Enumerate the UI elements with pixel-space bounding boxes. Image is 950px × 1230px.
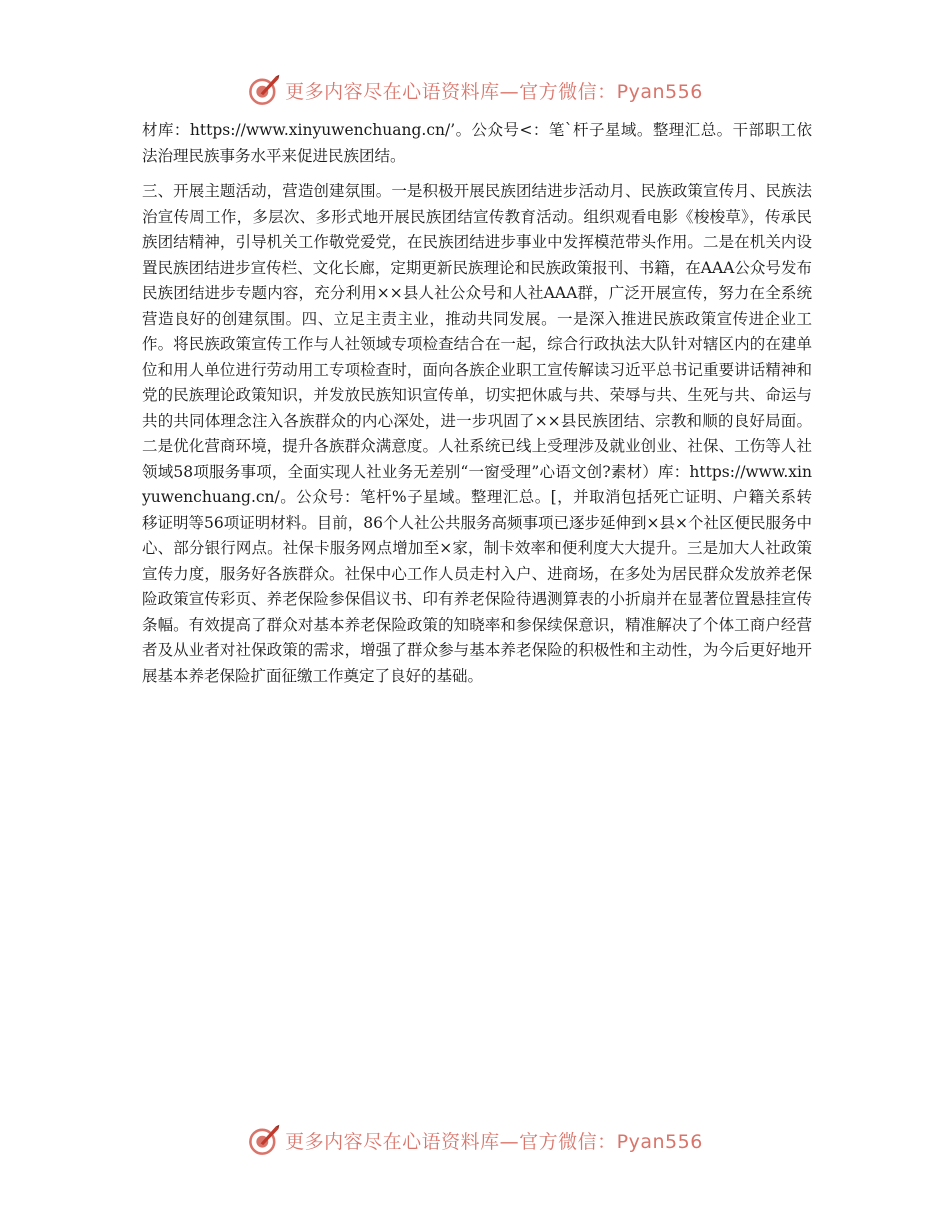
- quill-pen-logo-icon: [247, 73, 281, 107]
- paragraph-1: 材库：https://www.xinyuwenchuang.cn/’。公众号<：笔`杆子星域。整理汇总。干部职工依法治理民族事务水平来促进民族团结。: [142, 121, 812, 165]
- header-banner: [0, 70, 950, 110]
- paragraph-2: 三、开展主题活动，营造创建氛围。一是积极开展民族团结进步活动月、民族政策宣传月、民族法治宣传周工作，多层次、多形式地开展民族团结宣传教育活动。组织观看电影《梭梭草》，传承民族团结精神，引导机关工作敬党爱党，在民族团结进步事业中发挥模范带头作用。二是在机关内设置民族团结进步宣传栏、文化长廊，定期更新民族理论和民族政策报刊、书籍，在AAA公众号发布民族团结进步专题内容，充分利用××县人社公众号和人社AAA群，广泛开展宣传，努力在全系统营造良好的创建氛围。四、立足主责主业，推动共同发展。一是深入推进民族政策宣传进企业工作。将民族政策宣传工作与人社领域专项检查结合在一起，综合行政执法大队针对辖区内的在建单位和用人单位进行劳动用工专项检查时，面向各族企业职工宣传解读习近平总书记重要讲话精神和党的民族理论政策知识，并发放民族知识宣传单，切实把休戚与共、荣辱与共、生死与共、命运与共的共同体理念注入各族群众的内心深处，进一步巩固了××县民族团结、宗教和顺的良好局面。二是优化营商环境，提升各族群众满意度。人社系统已线上受理涉及就业创业、社保、工伤等人社领域58项服务事项，全面实现人社业务无差别“一窗受理”心语文创?素材）库：https://www.xinyuwenchuang.cn/。公众号：笔杆%子星域。整理汇总。[，并取消包括死亡证明、户籍关系转移证明等56项证明材料。目前，86个人社公共服务高频事项已逐步延伸到×县×个社区便民服务中心、部分银行网点。社保卡服务网点增加至×家，制卡效率和便利度大大提升。三是加大人社政策宣传力度，服务好各族群众。社保中心工作人员走村入户、进商场，在多处为居民群众发放养老保险政策宣传彩页、养老保险参保倡议书、印有养老保险待遇测算表的小折扇并在显著位置悬挂宣传条幅。有效提高了群众对基本养老保险政策的知晓率和参保续保意识，精准解决了个体工商户经营者及从业者对社保政策的需求，增强了群众参与基本养老保险的积极性和主动性，为今后更好地开展基本养老保险扩面征缴工作奠定了良好的基础。: [142, 182, 812, 685]
- footer-banner: [0, 1120, 950, 1160]
- quill-pen-logo-icon: [247, 1123, 281, 1157]
- banner-text: 更多内容尽在心语资料库—官方微信：Pyan556: [285, 1130, 703, 1153]
- banner-text: 更多内容尽在心语资料库—官方微信：Pyan556: [285, 80, 703, 103]
- document-body: [142, 118, 812, 699]
